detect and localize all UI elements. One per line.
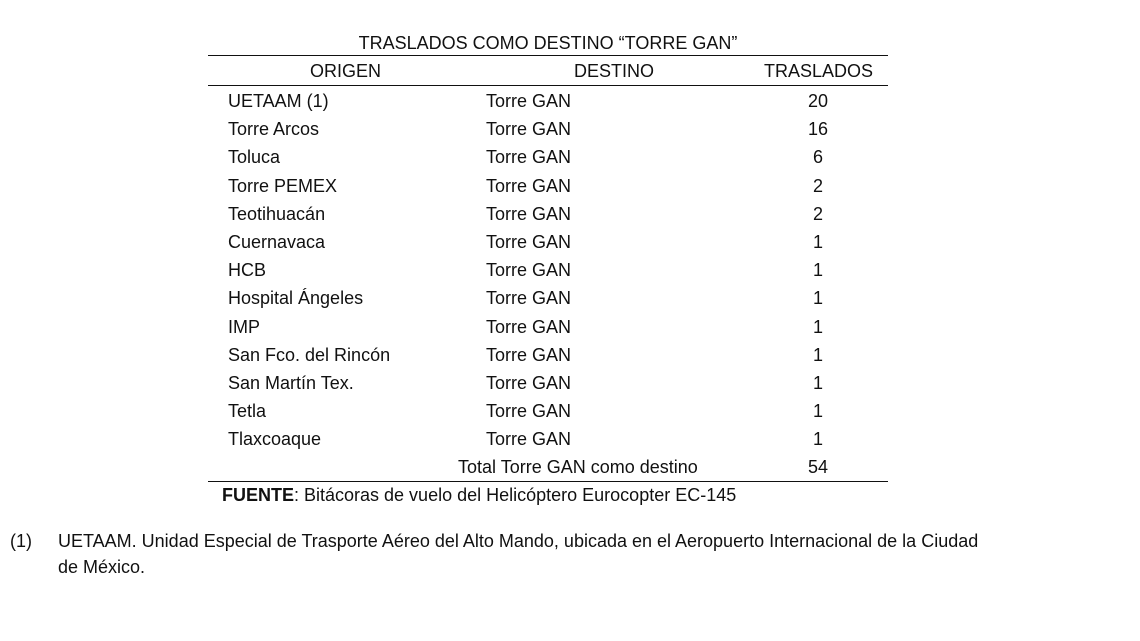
table-header-row — [208, 59, 888, 83]
row-destination: Torre GAN — [486, 119, 572, 140]
title-divider — [208, 55, 888, 56]
row-transfers: 1 — [812, 231, 823, 252]
table-row — [208, 228, 888, 256]
row-transfers: 2 — [812, 175, 823, 196]
row-transfers: 6 — [812, 147, 823, 168]
row-transfers: 1 — [812, 344, 823, 365]
table-row — [208, 397, 888, 425]
row-origin: Toluca — [228, 147, 281, 168]
table-title: TRASLADOS COMO DESTINO “TORRE GAN” — [358, 33, 738, 53]
row-origin: Torre PEMEX — [228, 175, 338, 196]
row-transfers: 1 — [812, 401, 823, 422]
row-origin: Tetla — [228, 401, 267, 422]
table-row — [208, 313, 888, 341]
footnote-marker: (1) — [10, 531, 32, 551]
source-text: : Bitácoras de vuelo del Helicóptero Eurocopter EC-145 — [294, 485, 737, 505]
row-destination: Torre GAN — [486, 231, 572, 252]
table-row — [208, 200, 888, 228]
row-origin: UETAAM (1) — [228, 91, 329, 111]
header-transfers: TRASLADOS — [764, 61, 874, 81]
table-row — [208, 256, 888, 284]
row-origin: HCB — [228, 260, 267, 281]
total-value: 54 — [807, 457, 829, 477]
row-origin: Teotihuacán — [228, 203, 326, 224]
row-origin: San Martín Tex. — [228, 372, 354, 393]
header-divider — [208, 85, 888, 86]
row-transfers: 1 — [812, 429, 823, 450]
row-transfers: 2 — [812, 203, 823, 224]
row-destination: Torre GAN — [486, 288, 572, 309]
row-origin: San Fco. del Rincón — [228, 344, 391, 365]
row-destination: Torre GAN — [486, 401, 572, 422]
row-destination: Torre GAN — [486, 260, 572, 281]
table-row — [208, 369, 888, 397]
row-transfers: 20 — [807, 91, 829, 111]
row-origin: Tlaxcoaque — [228, 429, 322, 450]
row-destination: Torre GAN — [486, 203, 572, 224]
row-destination: Torre GAN — [486, 147, 572, 168]
table-row — [208, 284, 888, 312]
header-destination: DESTINO — [574, 61, 655, 81]
table-row — [208, 172, 888, 200]
row-destination: Torre GAN — [486, 175, 572, 196]
table-body — [208, 87, 888, 453]
table-row — [208, 87, 888, 115]
header-origin: ORIGEN — [310, 61, 382, 81]
table-bottom-divider — [208, 481, 888, 482]
row-origin: Cuernavaca — [228, 231, 326, 252]
row-transfers: 1 — [812, 372, 823, 393]
table-row — [208, 115, 888, 143]
total-row — [208, 453, 888, 481]
footnote-text-line1: UETAAM. Unidad Especial de Trasporte Aéreo del Alto Mando, ubicada en el Aeropuerto Internacional de la Ciudad — [58, 531, 979, 551]
row-origin: Hospital Ángeles — [228, 288, 364, 309]
row-transfers: 1 — [812, 288, 823, 309]
table-row — [208, 341, 888, 369]
row-origin: IMP — [228, 316, 261, 337]
row-destination: Torre GAN — [486, 344, 572, 365]
row-destination: Torre GAN — [486, 372, 572, 393]
table-row — [208, 425, 888, 453]
source-label: FUENTE — [222, 485, 294, 505]
total-label: Total Torre GAN como destino — [458, 457, 698, 477]
row-transfers: 16 — [807, 119, 829, 140]
row-origin: Torre Arcos — [228, 119, 320, 140]
row-transfers: 1 — [812, 316, 823, 337]
source-note — [222, 483, 736, 507]
row-destination: Torre GAN — [486, 429, 572, 450]
footnote-text-line2: de México. — [58, 557, 146, 577]
row-destination: Torre GAN — [486, 91, 572, 111]
table-row — [208, 143, 888, 171]
row-destination: Torre GAN — [486, 316, 572, 337]
row-transfers: 1 — [812, 260, 823, 281]
